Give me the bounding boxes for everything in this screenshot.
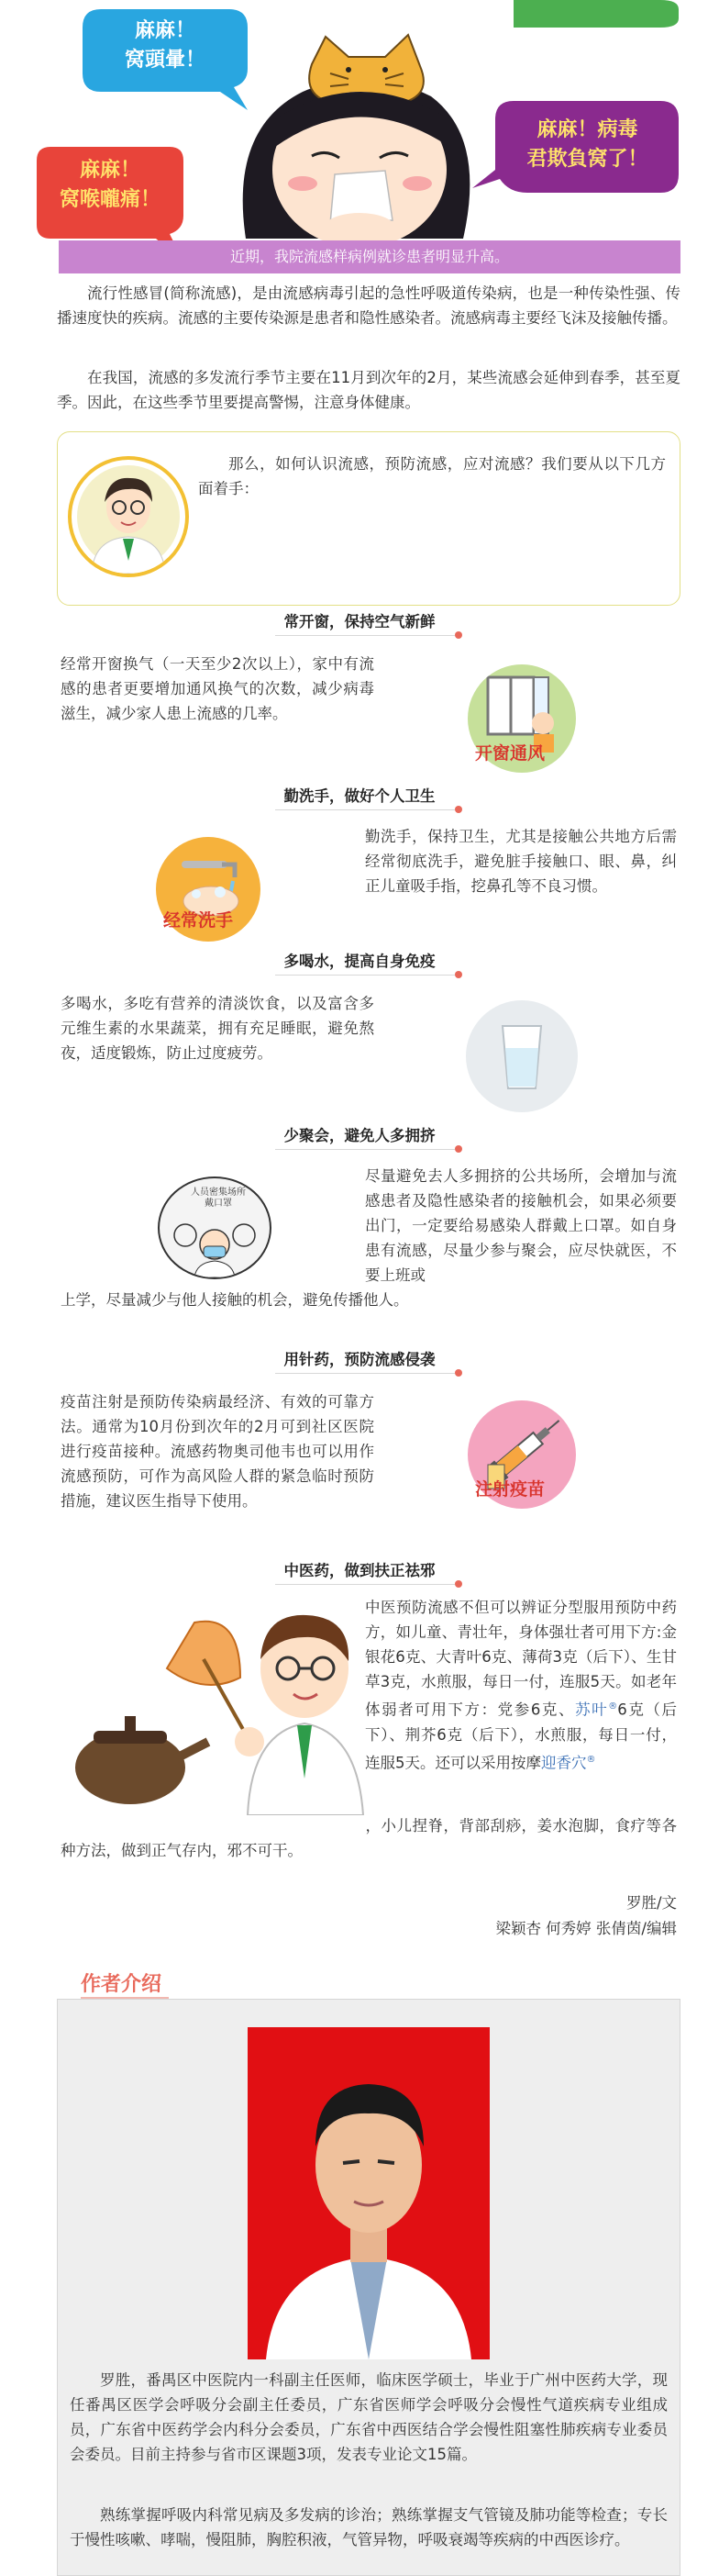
section-text-water: 多喝水，多吃有营养的清淡饮食，以及富含多元维生素的水果蔬菜，拥有充足睡眠，避免熬夜，适度锻炼，防止过度疲劳。 <box>61 995 374 1062</box>
hero-bubble-throat: 麻麻！ 窝喉嚨痛！ <box>59 159 160 211</box>
syringe-icon-label: 注射疫苗 <box>475 1479 546 1500</box>
intro-question: 那么，如何认识流感，预防流感，应对流感？我们要从以下几方面着手： <box>198 455 666 497</box>
window-icon-label: 开窗通风 <box>475 743 546 764</box>
doctor-avatar-icon <box>68 456 189 577</box>
doctor-herbs-icon <box>57 1604 369 1815</box>
hero-illustration <box>0 0 719 275</box>
section-dot <box>455 1580 462 1588</box>
section-dot <box>455 1145 462 1153</box>
section-title-handwash: 勤洗手，做好个人卫生 <box>283 787 436 805</box>
section-title-ventilation: 常开窗，保持空气新鲜 <box>283 613 436 630</box>
section-divider <box>275 635 455 636</box>
hero-caption: 近期，我院流感样病例就诊患者明显升高。 <box>59 240 680 273</box>
section-title-vaccine: 用针药，预防流感侵袭 <box>283 1351 436 1368</box>
handwash-icon-label: 经常洗手 <box>163 910 234 931</box>
section-title-tcm: 中医药，做到扶正祛邪 <box>283 1562 436 1579</box>
section-dot <box>455 631 462 639</box>
section-text-crowds-b: 上学，尽量减少与他人接触的机会，避免传播他人。 <box>61 1291 409 1309</box>
hero-bubble-dizzy: 麻麻！ 窝頭暈！ <box>124 19 205 72</box>
water-glass-icon <box>466 1000 578 1112</box>
section-text-handwash: 勤洗手，保持卫生，尤其是接触公共地方后需经常彻底洗手，避免脏手接触口、眼、鼻，纠正儿童吸手指，挖鼻孔等不良习惯。 <box>365 828 677 895</box>
hero-bubble-virus: 麻麻！病毒 君欺負窝了！ <box>526 118 648 171</box>
herb-link-suye[interactable]: 苏叶 <box>575 1701 609 1719</box>
section-text-ventilation: 经常开窗换气（一天至少2次以上），家中有流感的患者更要增加通风换气的次数，减少病毒滋生，减少家人患上流感的几率。 <box>61 655 374 722</box>
section-divider <box>275 975 455 976</box>
section-divider <box>275 1373 455 1374</box>
author-intro-heading: 作者介绍 <box>81 1973 162 1996</box>
author-credit: 罗胜/文 <box>625 1894 677 1912</box>
section-dot <box>455 971 462 978</box>
section-dot <box>455 806 462 813</box>
acupoint-link-yingxiang[interactable]: 迎香穴 <box>541 1754 587 1771</box>
section-title-water: 多喝水，提高自身免疫 <box>283 953 436 970</box>
section-divider <box>275 809 455 810</box>
intro-paragraph-1: 流行性感冒(简称流感)，是由流感病毒引起的急性呼吸道传染病，也是一种传染性强、传播速度快的疾病。流感的主要传染源是患者和隐性感染者。流感病毒主要经飞沫及接触传播。 <box>57 284 680 327</box>
section-divider <box>275 1149 455 1150</box>
author-photo <box>248 2027 490 2359</box>
section-text-tcm-c: ，小儿捏脊，背部刮痧，姜水泡脚，食疗等各种方法，做到正气存内，邪不可干。 <box>61 1817 677 1859</box>
section-text-vaccine: 疫苗注射是预防传染病最经济、有效的可靠方法。通常为10月份到次年的2月可到社区医院进行疫苗接种。流感药物奥司他韦也可以用作流感预防，可作为高风险人群的紧急临时预防措施，建议医生指导下使用。 <box>61 1393 374 1510</box>
intro-paragraph-2: 在我国，流感的多发流行季节主要在11月到次年的2月，某些流感会延伸到春季，甚至夏季。因此，在这些季节里要提高警惕，注意身体健康。 <box>57 369 680 411</box>
section-title-crowds: 少聚会，避免人多拥挤 <box>283 1127 436 1144</box>
author-bio-2: 熟练掌握呼吸内科常见病及多发病的诊治；熟练掌握支气管镜及肺功能等检查；专长于慢性咳嗽、哮喘，慢阻肺，胸腔积液，气管异物，呼吸衰竭等疾病的中西医诊疗。 <box>70 2506 668 2548</box>
editor-credit: 梁颖杏 何秀婷 张倩茵/编辑 <box>495 1920 677 1937</box>
section-divider <box>275 1584 455 1585</box>
author-bio-1: 罗胜，番禺区中医院内一科副主任医师，临床医学硕士，毕业于广州中医药大学，现任番禺区医学会呼吸分会副主任委员，广东省医师学会呼吸分会慢性气道疾病专业组成员，广东省中医药学会内科分会委员，广东省中西医结合学会慢性阻塞性肺疾病专业委员会委员。目前主持参与省市区课题3项，发表专业论文15篇。 <box>70 2371 668 2463</box>
section-text-crowds-a: 尽量避免去人多拥挤的公共场所，会增加与流感患者及隐性感染者的接触机会，如果必须要出门，一定要给易感染人群戴上口罩。如自身患有流感，尽量少参与聚会，应尽快就医，不要上班或 <box>365 1167 677 1284</box>
crowd-sign: 人员密集场所 戴口罩 <box>191 1188 246 1209</box>
section-text-tcm-a: 中医预防流感不但可以辨证分型服用预防中药方，如儿童、青壮年，身体强壮者可用下方:金银花6克、大青叶6克、薄荷3克（后下）、生甘草3克，水煎服，每日一付，连服5天。如老年体弱者可用下方：党参6克、苏叶®6克（后下）、荆芥6克（后下），水煎服，每日一付，连服5天。还可以采用按摩迎香穴® <box>365 1599 678 1771</box>
section-dot <box>455 1369 462 1377</box>
